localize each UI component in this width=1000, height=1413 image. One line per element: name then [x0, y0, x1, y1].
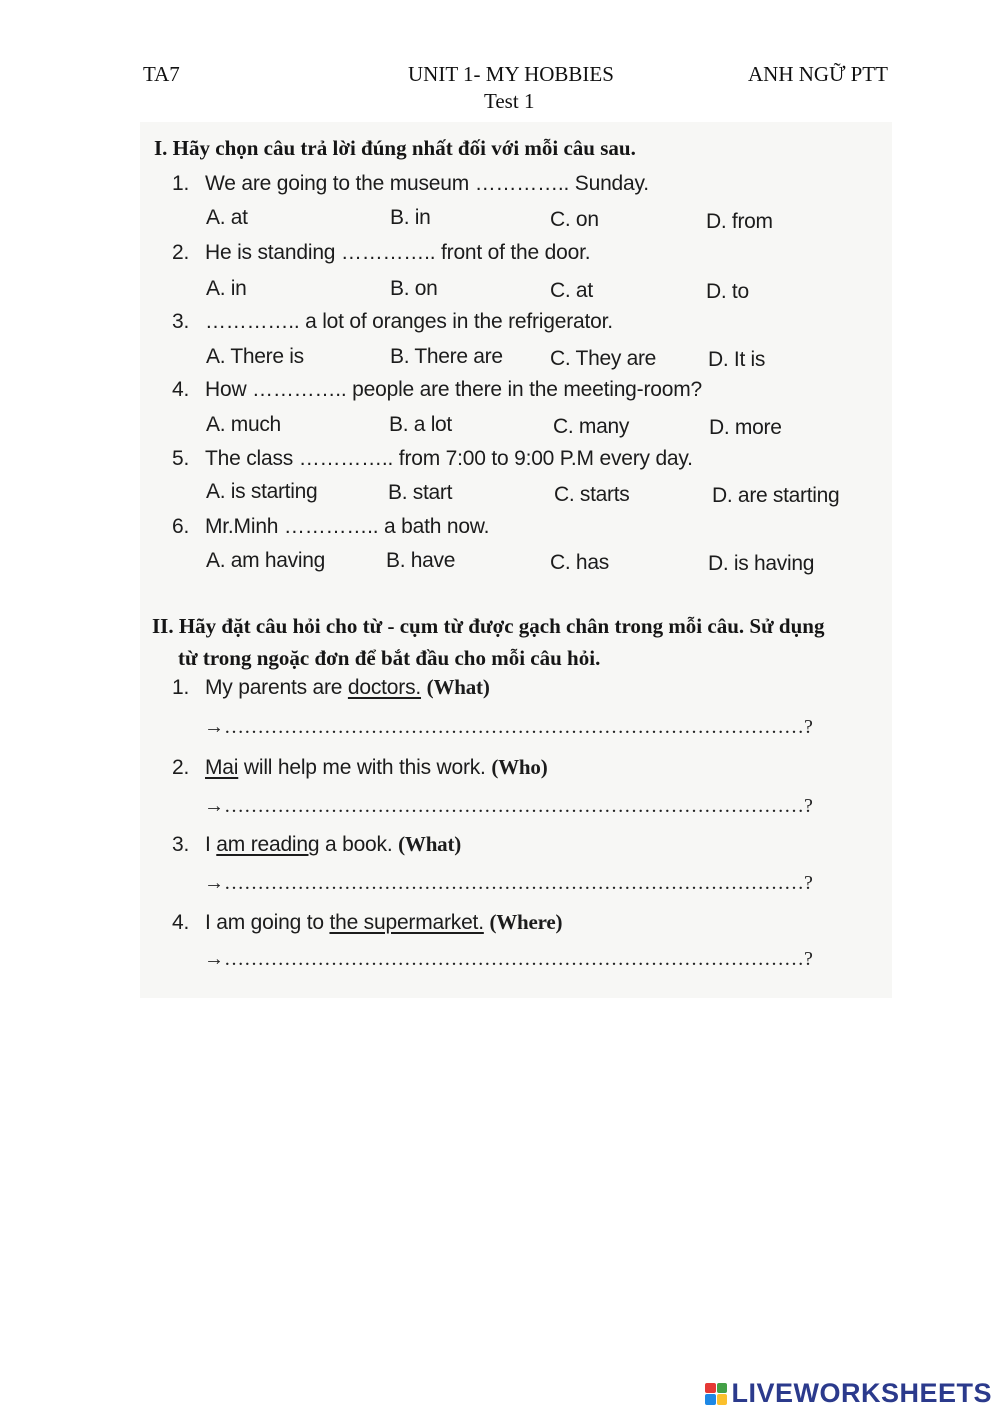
rewrite-question-4	[172, 910, 562, 935]
question-4	[172, 378, 702, 402]
rewrite-question-2	[172, 755, 548, 780]
rewrite-question-1	[172, 675, 490, 700]
q5-option-d[interactable]: D. are starting	[712, 484, 840, 507]
question-number: 3.	[172, 310, 190, 333]
q6-option-b[interactable]: B. have	[386, 549, 456, 572]
sentence-pre: My parents are	[205, 676, 348, 699]
sentence-pre: I	[205, 833, 217, 856]
logo-cell	[705, 1394, 716, 1405]
brand-text: LIVEWORKSHEETS	[731, 1378, 992, 1408]
underlined-phrase: am reading	[216, 833, 320, 856]
question-6	[172, 515, 489, 539]
q3-option-b[interactable]: B. There are	[390, 345, 503, 368]
q4-option-a[interactable]: A. much	[206, 413, 281, 436]
q5-option-a[interactable]: A. is starting	[206, 480, 318, 503]
section2-title-line1: II. Hãy đặt câu hỏi cho từ - cụm từ được gạch chân trong mỗi câu. Sử dụng	[152, 614, 825, 638]
q6-option-a[interactable]: A. am having	[206, 549, 325, 572]
sentence-post: will help me with this work.	[238, 756, 492, 779]
q6-option-d[interactable]: D. is having	[708, 552, 815, 575]
question-keyword: (What)	[398, 832, 462, 856]
liveworksheets-brand	[705, 1378, 992, 1409]
q1-option-a[interactable]: A. at	[206, 206, 248, 229]
question-number: 1.	[172, 676, 190, 699]
q4-option-b[interactable]: B. a lot	[389, 413, 452, 436]
question-number: 5.	[172, 447, 190, 470]
header-title: UNIT 1- MY HOBBIES	[408, 62, 614, 86]
answer-line-1[interactable]: →……………………………………………………………………………?	[204, 716, 813, 738]
q1-option-d[interactable]: D. from	[706, 210, 773, 233]
section2-title	[152, 610, 882, 674]
underlined-phrase: doctors.	[347, 676, 422, 699]
section1-title: I. Hãy chọn câu trả lời đúng nhất đối với mỗi câu sau.	[154, 136, 636, 160]
question-3	[172, 310, 613, 334]
question-text: The class ………….. from 7:00 to 9:00 P.M every day.	[205, 447, 693, 470]
q3-option-c[interactable]: C. They are	[550, 347, 657, 370]
sentence-post: a book.	[319, 833, 399, 856]
question-text: ………….. a lot of oranges in the refrigerator.	[205, 310, 613, 333]
q4-option-d[interactable]: D. more	[709, 416, 782, 439]
q5-option-b[interactable]: B. start	[388, 481, 453, 504]
question-text: Mr.Minh ………….. a bath now.	[205, 515, 490, 538]
q1-option-c[interactable]: C. on	[550, 208, 599, 231]
header-right: ANH NGỮ PTT	[748, 62, 888, 86]
sentence-pre: I am going to	[205, 911, 330, 934]
question-number: 2.	[172, 756, 190, 779]
section2-title-line2: từ trong ngoặc đơn để bắt đầu cho mỗi câu hỏi.	[178, 646, 601, 670]
q2-option-a[interactable]: A. in	[206, 277, 247, 300]
question-number: 1.	[172, 172, 190, 195]
q4-option-c[interactable]: C. many	[553, 415, 630, 438]
question-number: 2.	[172, 241, 190, 264]
q5-option-c[interactable]: C. starts	[554, 483, 630, 506]
answer-line-3[interactable]: →……………………………………………………………………………?	[204, 872, 813, 894]
question-number: 6.	[172, 515, 190, 538]
q6-option-c[interactable]: C. has	[550, 551, 609, 574]
logo-cell	[717, 1394, 728, 1405]
question-keyword: (Who)	[491, 755, 548, 779]
underlined-phrase: the supermarket.	[329, 911, 484, 934]
question-text: He is standing ………….. front of the door.	[205, 241, 591, 264]
underlined-phrase: Mai	[205, 756, 239, 779]
liveworksheets-logo-icon	[705, 1383, 727, 1405]
q2-option-d[interactable]: D. to	[706, 280, 749, 303]
q2-option-b[interactable]: B. on	[390, 277, 438, 300]
q1-option-b[interactable]: B. in	[390, 206, 431, 229]
rewrite-question-3	[172, 832, 461, 857]
question-1	[172, 172, 649, 196]
question-number: 4.	[172, 911, 190, 934]
test-label: Test 1	[484, 89, 535, 113]
question-5	[172, 447, 693, 471]
q3-option-d[interactable]: D. It is	[708, 348, 766, 371]
question-2	[172, 241, 590, 265]
q2-option-c[interactable]: C. at	[550, 279, 593, 302]
question-number: 4.	[172, 378, 190, 401]
q3-option-a[interactable]: A. There is	[206, 345, 304, 368]
question-keyword: (Where)	[489, 910, 563, 934]
question-number: 3.	[172, 833, 190, 856]
question-text: We are going to the museum ………….. Sunday.	[205, 172, 649, 195]
logo-cell	[705, 1383, 716, 1394]
answer-line-2[interactable]: →……………………………………………………………………………?	[204, 795, 813, 817]
question-keyword: (What)	[426, 675, 490, 699]
logo-cell	[717, 1383, 728, 1394]
answer-line-4[interactable]: →……………………………………………………………………………?	[204, 948, 813, 970]
question-text: How ………….. people are there in the meeting-room?	[205, 378, 702, 401]
header-left: TA7	[143, 62, 180, 86]
